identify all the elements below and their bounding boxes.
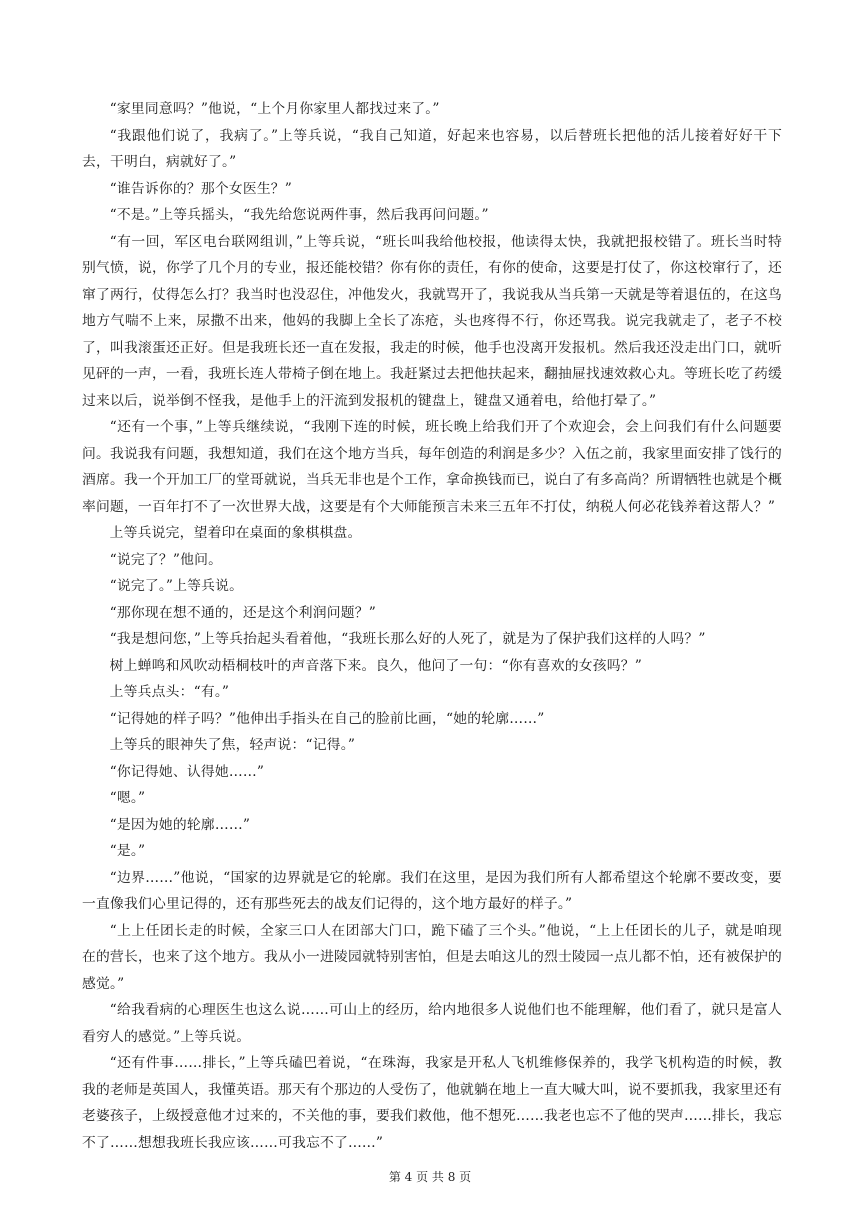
paragraph: “谁告诉你的？那个女医生？” [109,180,293,197]
paragraph: “有一回，军区电台联网组训，”上等兵说，“班长叫我给他校报，他读得太快，我就把报校错了。班长当时特别气愤，说，你学了几个月的专业，报还能校错？你有你的责任，有你的使命，这要是打仗了，你这校窜行了，还窜了两行，仗得怎么打？我当时也没忍住，冲他发火，我就骂开了，我说我从当兵第一天就是等着退伍的，在这鸟地方气喘不上来，尿撒不出来，他妈的我脚上全长了冻疮，头也疼得不行，你还骂我。说完我就走了，老子不校了，叫我滚蛋还正好。但是我班长还一直在发报，我走的时候，他手也没离开发报机。然后我还没走出门口，就听见砰的一声，一看，我班长连人带椅子倒在地上。我赶紧过去把他扶起来，翻抽屉找速效救心丸。等班长吃了药缓过来以后，说举倒不怪我，是他手上的汗流到发报机的键盘上，键盘又通着电，给他打晕了。” [82,233,782,409]
paragraph: “说完了？”他问。 [109,551,223,568]
paragraph: “嗯。” [109,790,146,806]
paragraph: 树上蝉鸣和风吹动梧桐枝叶的声音落下来。良久，他问了一句：“你有喜欢的女孩吗？” [109,657,642,674]
paragraph: “还有一个事，”上等兵继续说，“我刚下连的时候，班长晚上给我们开了个欢迎会，会上问我们有什么问题要问。我说我有问题，我想知道，我们在这个地方当兵，每年创造的利润是多少？入伍之前，我家里面安排了饯行的酒席。我一个开加工厂的堂哥就说，当兵无非也是个工作，拿命换钱而已，说白了有多高尚？所谓牺牲也就是个概率问题，一百年打不了一次世界大战，这要是有个大师能预言未来三五年不打仗，纳税人何必花钱养着这帮人？” [82,419,782,515]
paragraph: 上等兵的眼神失了焦，轻声说：“记得。” [109,737,356,753]
paragraph: “还有件事……排长，”上等兵磕巴着说，“在珠海，我家是开私人飞机维修保养的，我学飞机构造的时候，教我的老师是英国人，我懂英语。那天有个那边的人受伤了，他就躺在地上一直大喊大叫，说不要抓我，我家里还有老婆孩子，上级授意他才过来的，不关他的事，要我们救他，他不想死……我老也忘不了他的哭声……排长，我忘不了……想想我班长我应该……可我忘不了……” [82,1055,782,1151]
paragraph: “你记得她、认得她……” [109,763,265,780]
paragraph: “记得她的样子吗？”他伸出手指头在自己的脸前比画，“她的轮廓……” [109,710,545,727]
paragraph: “我跟他们说了，我病了。”上等兵说，“我自己知道，好起来也容易，以后替班长把他的活儿接着好好干下去，干明白，病就好了。” [82,127,782,170]
paragraph: “说完了。”上等兵说。 [109,578,244,594]
page-footer: 第 4 页 共 8 页 [388,1170,472,1184]
paragraph: 上等兵说完，望着印在桌面的象棋棋盘。 [109,525,362,541]
paragraph: “上上任团长走的时候，全家三口人在团部大门口，跪下磕了三个头。”他说，“上上任团长的儿子，就是咱现在的营长，也来了这个地方。我从小一进陵园就特别害怕，但是去咱这儿的烈士陵园一点儿都不怕，还有被保护的感觉。” [82,922,782,992]
paragraph: “我是想问您，”上等兵抬起头看着他，“我班长那么好的人死了，就是为了保护我们这样的人吗？” [109,631,706,647]
article-body [82,96,782,1156]
paragraph: “不是。”上等兵摇头，“我先给您说两件事，然后我再问问题。” [109,207,489,223]
paragraph: “给我看病的心理医生也这么说……可山上的经历，给内地很多人说他们也不能理解，他们看了，就只是富人看穷人的感觉。”上等兵说。 [82,1002,782,1045]
paragraph: “边界……”他说，“国家的边界就是它的轮廓。我们在这里，是因为我们所有人都希望这个轮廓不要改变，要一直像我们心里记得的，还有那些死去的战友们记得的，这个地方最好的样子。” [82,869,782,912]
paragraph: “是因为她的轮廓……” [109,816,251,833]
paragraph: 上等兵点头：“有。” [109,684,230,700]
paragraph: “家里同意吗？”他说，“上个月你家里人都找过来了。” [109,101,440,117]
paragraph: “那你现在想不通的，还是这个利润问题？” [109,604,377,621]
paragraph: “是。” [109,843,146,859]
